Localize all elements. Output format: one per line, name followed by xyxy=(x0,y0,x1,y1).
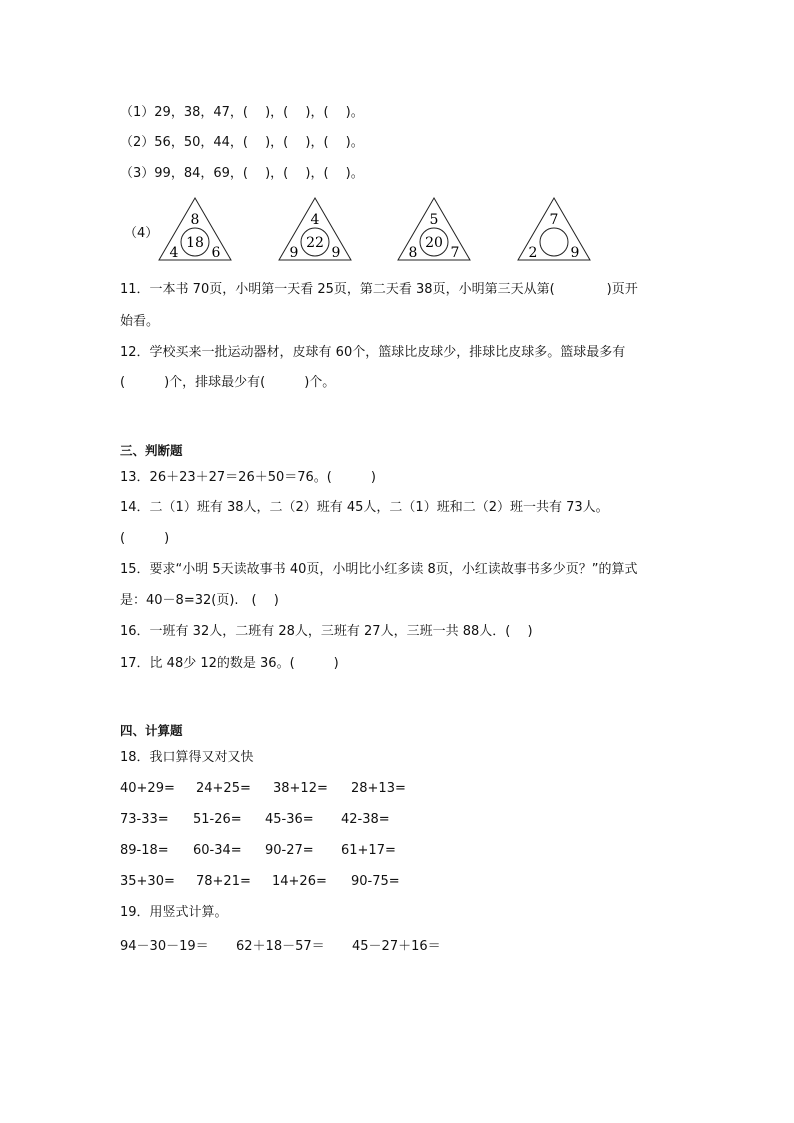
question-10-2: （2）56，50，44，( )，( )，( )。 xyxy=(120,135,364,150)
question-18: 18．我口算得又对又快 xyxy=(120,750,254,765)
oral-calc-item: 73-33= xyxy=(120,812,169,827)
triangle-center-number: 22 xyxy=(306,235,324,251)
triangle-left-number: 8 xyxy=(408,245,418,261)
number-triangle xyxy=(516,196,596,268)
oral-calc-item: 90-75= xyxy=(351,874,400,889)
oral-calc-item: 89-18= xyxy=(120,843,169,858)
triangle-top-number: 7 xyxy=(549,212,559,228)
oral-calc-item: 35+30= xyxy=(120,874,175,889)
oral-calc-item: 24+25= xyxy=(196,781,251,796)
oral-calc-item: 14+26= xyxy=(272,874,327,889)
oral-calc-item: 61+17= xyxy=(341,843,396,858)
vertical-calc-item: 45－27＋16＝ xyxy=(352,939,441,954)
triangle-top-number: 5 xyxy=(429,212,439,228)
triangle-right-number: 7 xyxy=(450,245,460,261)
question-19: 19．用竖式计算。 xyxy=(120,905,228,920)
number-triangle xyxy=(277,196,357,268)
number-triangle xyxy=(157,196,237,268)
question-14-line-2: ( ) xyxy=(120,531,170,546)
question-17: 17．比 48少 12的数是 36。( ) xyxy=(120,656,339,671)
triangle-center-number: 20 xyxy=(425,235,443,251)
oral-calc-item: 28+13= xyxy=(351,781,406,796)
triangle-right-number: 9 xyxy=(331,245,341,261)
vertical-calc-item: 94－30－19＝ xyxy=(120,939,209,954)
triangle-center-number: 18 xyxy=(186,235,204,251)
question-15-line-1: 15．要求“小明 5天读故事书 40页，小明比小红多读 8页，小红读故事书多少页？”的算式 xyxy=(120,562,638,577)
oral-calc-item: 45-36= xyxy=(265,812,314,827)
vertical-calc-item: 62＋18－57＝ xyxy=(236,939,325,954)
triangle-left-number: 4 xyxy=(169,245,179,261)
triangle-left-number: 9 xyxy=(289,245,299,261)
number-triangle xyxy=(396,196,476,268)
oral-calc-item: 51-26= xyxy=(193,812,242,827)
question-11-line-2: 始看。 xyxy=(120,314,160,329)
section-heading-calculation: 四、计算题 xyxy=(120,723,183,738)
triangle-right-number: 6 xyxy=(211,245,221,261)
triangle-top-number: 8 xyxy=(190,212,200,228)
question-15-line-2: 是：40－8=32(页). ( ) xyxy=(120,593,279,608)
oral-calc-item: 78+21= xyxy=(196,874,251,889)
triangle-right-number: 9 xyxy=(570,245,580,261)
question-14-line-1: 14．二（1）班有 38人，二（2）班有 45人，二（1）班和二（2）班一共有 73人。 xyxy=(120,500,609,515)
oral-calc-item: 40+29= xyxy=(120,781,175,796)
triangle-top-number: 4 xyxy=(310,212,320,228)
question-16: 16．一班有 32人，二班有 28人，三班有 27人，三班一共 88人．( ) xyxy=(120,624,533,639)
section-heading-judgement: 三、判断题 xyxy=(120,443,183,458)
question-11-line-1: 11．一本书 70页，小明第一天看 25页，第二天看 38页，小明第三天从第( )页开 xyxy=(120,282,638,297)
question-12-line-2: ( )个，排球最少有( )个。 xyxy=(120,375,336,390)
question-12-line-1: 12．学校买来一批运动器材，皮球有 60个，篮球比皮球少，排球比皮球多。篮球最多有 xyxy=(120,345,626,360)
oral-calc-item: 90-27= xyxy=(265,843,314,858)
triangle-left-number: 2 xyxy=(528,245,538,261)
oral-calc-item: 42-38= xyxy=(341,812,390,827)
oral-calc-item: 38+12= xyxy=(273,781,328,796)
oral-calc-item: 60-34= xyxy=(193,843,242,858)
question-13: 13．26＋23＋27＝26＋50＝76。( ) xyxy=(120,470,376,485)
question-10-3: （3）99，84，69，( )，( )，( )。 xyxy=(120,166,364,181)
question-10-1: （1）29，38，47，( )，( )，( )。 xyxy=(120,105,364,120)
question-10-4-label: （4） xyxy=(124,226,159,241)
